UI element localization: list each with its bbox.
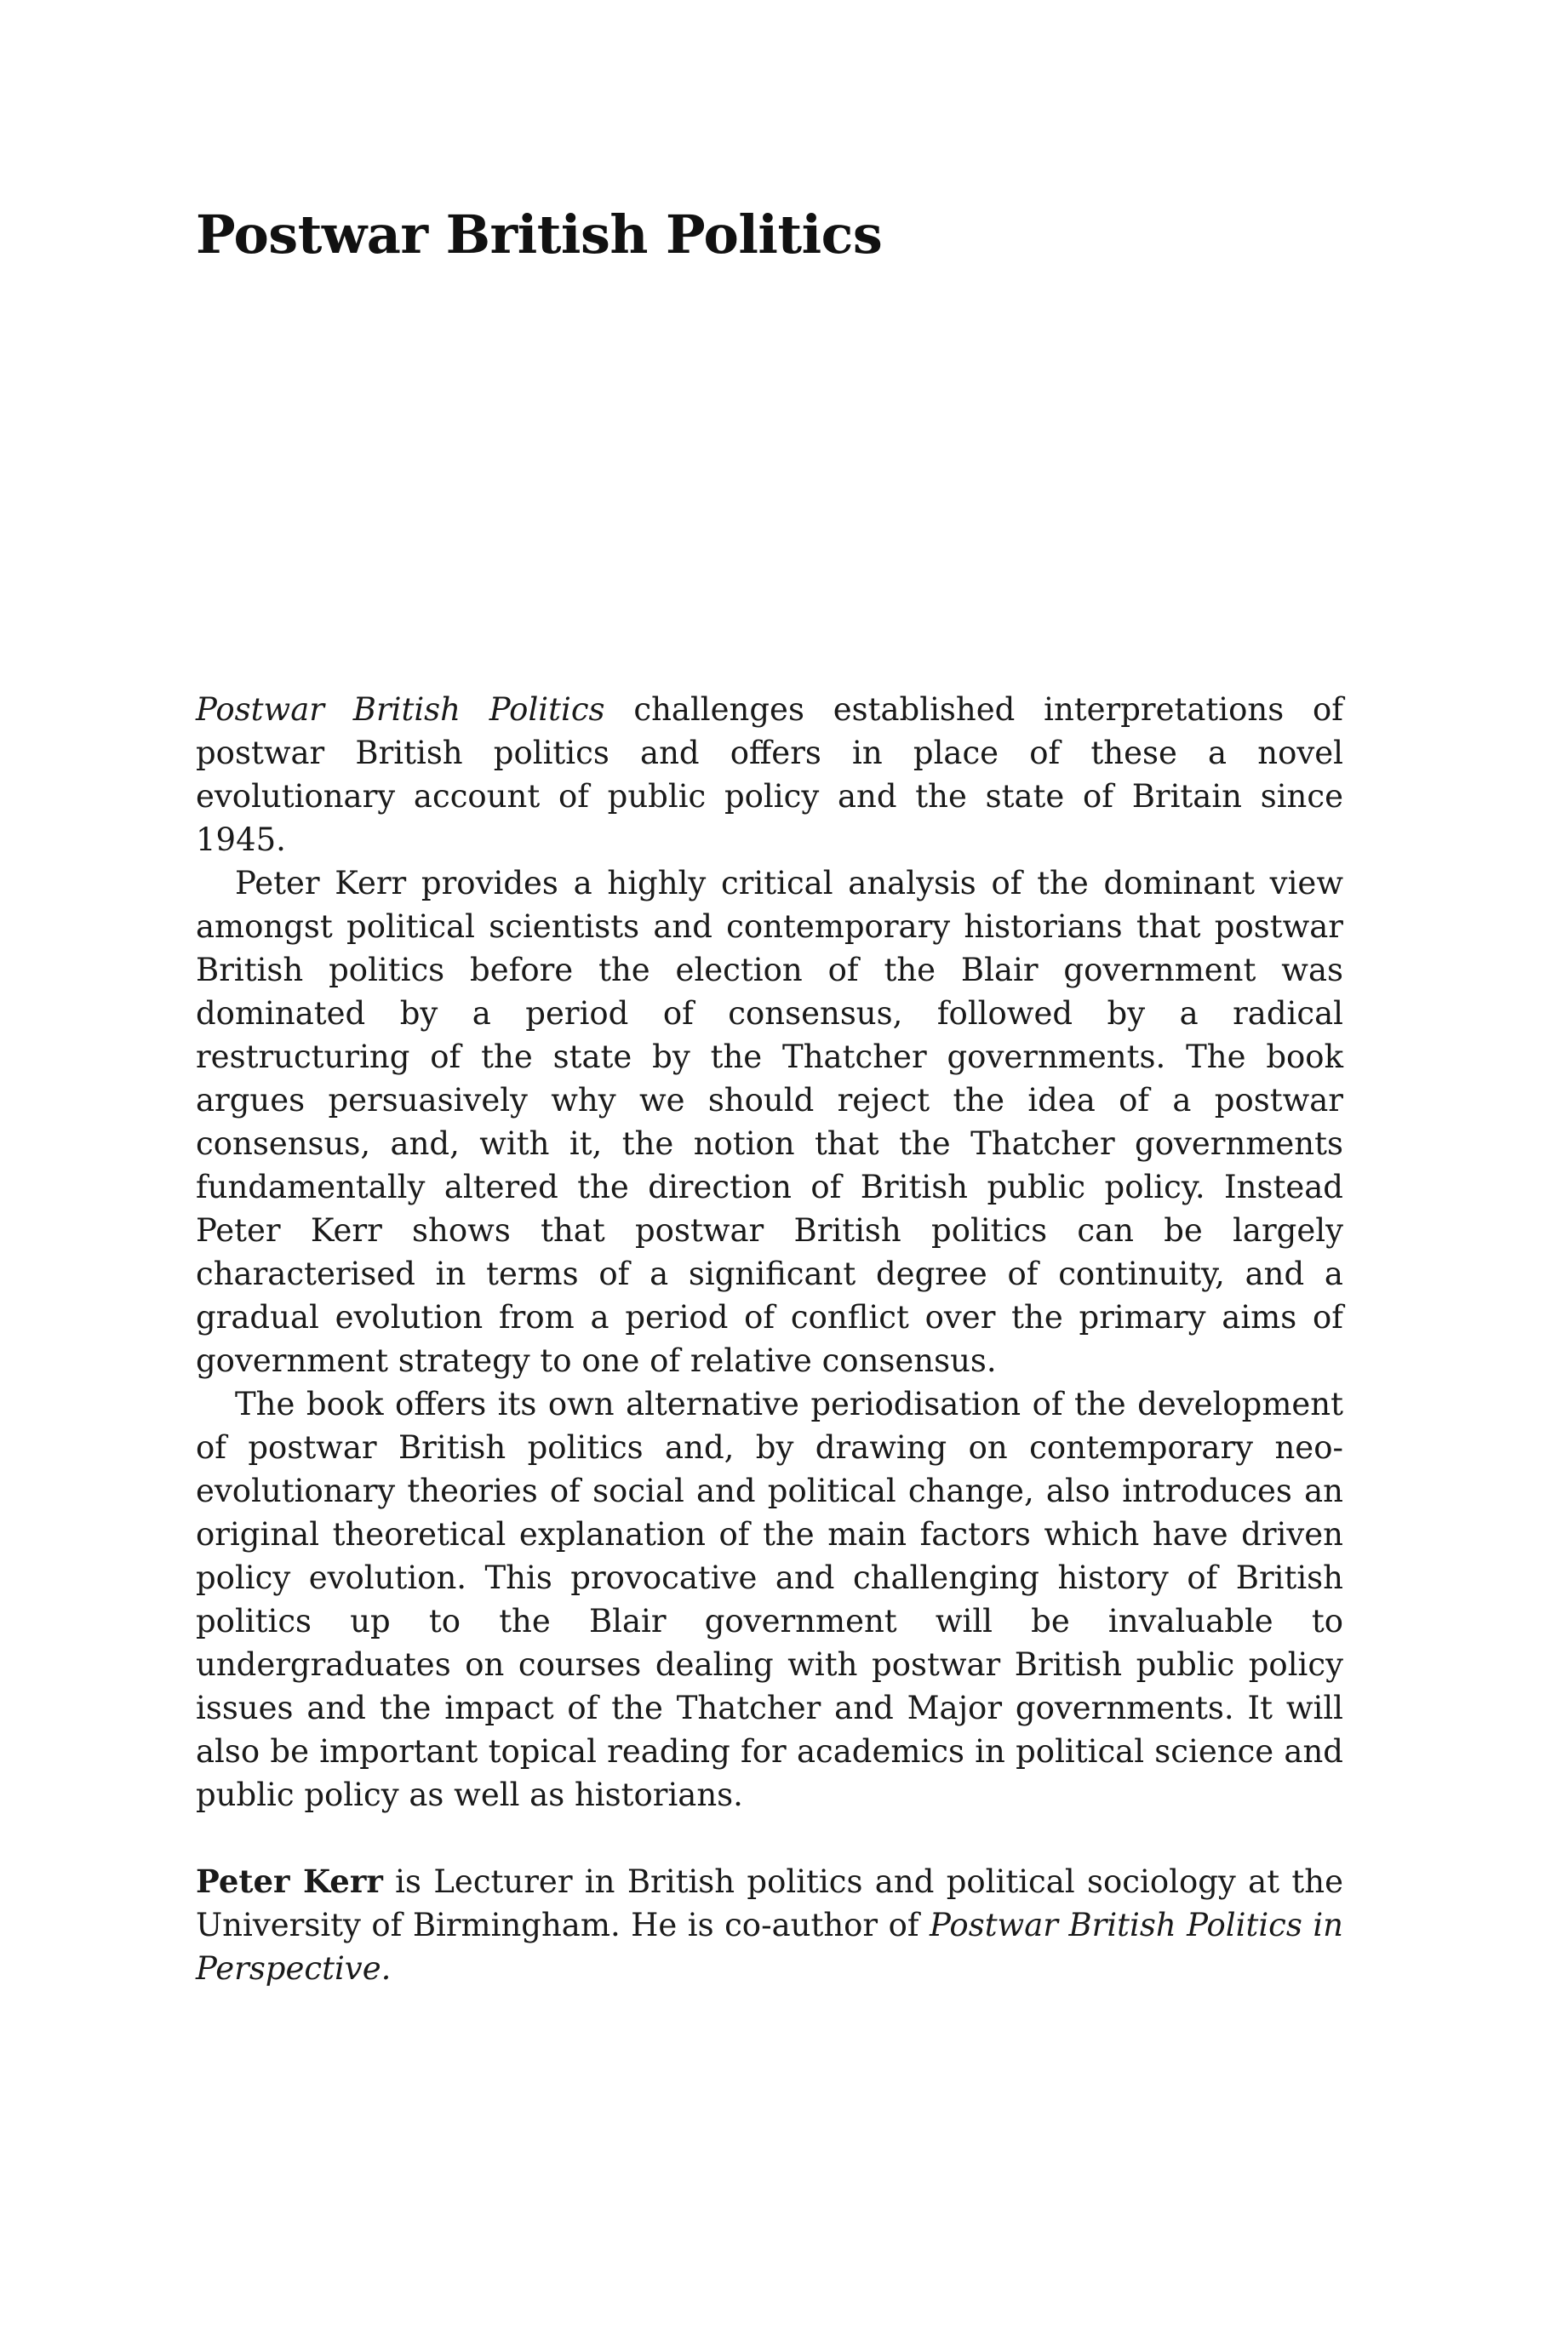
coauthored-book-title: Postwar British Politics in Perspective. — [196, 1907, 1344, 1987]
intro-text: challenges established interpretations of postwar British politics and offers in place of these a novel evolutionary account of public policy and the state of Britain since 1945. — [196, 691, 1343, 858]
blurb-paragraph-intro — [196, 688, 1343, 861]
book-blurb — [196, 688, 1343, 1990]
blurb-paragraph-analysis: Peter Kerr provides a highly critical analysis of the dominant view amongst political scientists and contemporary historians that postwar British politics before the election of the Blair government was dominated by a period of consensus, followed by a radical restructuring of the state by the Thatcher governments. The book argues persuasively why we should reject the idea of a postwar consensus, and, with it, the notion that the Thatcher governments fundamentally altered the direction of British public policy. Instead Peter Kerr shows that postwar British politics can be largely characterised in terms of a significant degree of continuity, and a gradual evolution from a period of conflict over the primary aims of government strategy to one of relative consensus. — [196, 865, 1343, 1379]
author-bio — [196, 1860, 1343, 1990]
page-title: Postwar British Politics — [196, 203, 883, 266]
blurb-paragraph-periodisation: The book offers its own alternative periodisation of the development of postwar British politics and, by drawing on contemporary neo-evolutionary theories of social and political change, also introduces an original theoretical explanation of the main factors which have driven policy evolution. This provocative and challenging history of British politics up to the Blair government will be invaluable to undergraduates on courses dealing with postwar British public policy issues and the impact of the Thatcher and Major governments. It will also be important topical reading for academics in political science and public policy as well as historians. — [196, 1386, 1343, 1813]
author-bio-text: is Lecturer in British politics and political sociology at the University of Birmingham. He is co-author of — [196, 1863, 1344, 1943]
book-title-italic: Postwar British Politics — [196, 691, 605, 728]
author-name: Peter Kerr — [196, 1863, 383, 1900]
